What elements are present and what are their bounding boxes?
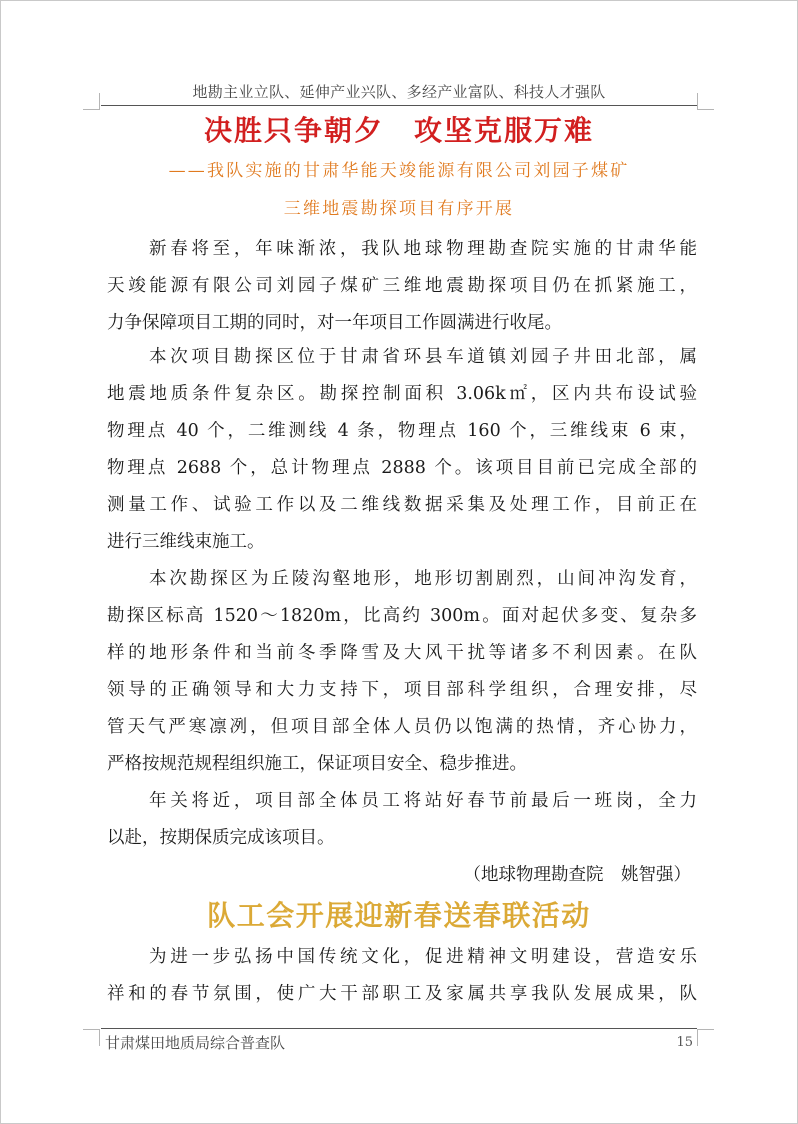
paragraph-line: 新春将至，年味渐浓，我队地球物理勘查院实施的甘肃华能: [149, 239, 697, 259]
paragraph-line: 祥和的春节氛围，使广大干部职工及家属共享我队发展成果，队: [107, 984, 697, 1004]
paragraph-line: 测量工作、试验工作以及二维线数据采集及处理工作，目前正在: [107, 495, 697, 515]
running-header: 地勘主业立队、延伸产业兴队、多经产业富队、科技人才强队: [192, 83, 606, 101]
footer-rule: [101, 1028, 697, 1029]
paragraph-line: 地震地质条件复杂区。勘探控制面积 3.06k㎡，区内共布设试验: [107, 384, 697, 404]
crop-mark-top-left: [83, 93, 100, 110]
page-number: 15: [676, 1035, 693, 1050]
paragraph-line: 本次勘探区为丘陵沟壑地形，地形切割剧烈，山间冲沟发育，: [149, 569, 697, 589]
article-title: 决胜只争朝夕 攻坚克服万难: [203, 114, 594, 147]
paragraph-line: 年关将近，项目部全体员工将站好春节前最后一班岗，全力: [149, 791, 697, 811]
crop-mark-bottom-right: [697, 1029, 714, 1046]
paragraph-line: 领导的正确领导和大力支持下，项目部科学组织，合理安排，尽: [107, 680, 697, 700]
paragraph-line: 物理点 2688 个，总计物理点 2888 个。该项目目前已完成全部的: [107, 458, 697, 478]
paragraph-2: [101, 339, 697, 561]
second-article-title: 队工会开展迎新春送春联活动: [207, 899, 591, 932]
footer-organization: 甘肃煤田地质局综合普查队: [105, 1034, 286, 1052]
paragraph-1: [101, 231, 697, 342]
paragraph-line: 力争保障项目工期的同时，对一年项目工作圆满进行收尾。: [107, 313, 562, 333]
paragraph-line: 为进一步弘扬中国传统文化，促进精神文明建设，营造安乐: [149, 947, 697, 967]
paragraph-line: 样的地形条件和当前冬季降雪及大风干扰等诸多不利因素。在队: [107, 643, 697, 663]
paragraph-line: 物理点 40 个，二维测线 4 条，物理点 160 个，三维线束 6 束，: [107, 421, 697, 441]
header-rule: [101, 105, 697, 106]
paragraph-line: 以赴，按期保质完成该项目。: [107, 828, 335, 848]
article-byline: （地球物理勘查院 姚智强）: [463, 865, 691, 885]
paragraph-line: 天竣能源有限公司刘园子煤矿三维地震勘探项目仍在抓紧施工，: [107, 276, 697, 296]
article-subtitle-line-2: 三维地震勘探项目有序开展: [283, 199, 515, 219]
paragraph-line: 本次项目勘探区位于甘肃省环县车道镇刘园子井田北部，属: [149, 347, 697, 367]
article-subtitle-line-1: ——我队实施的甘肃华能天竣能源有限公司刘园子煤矿: [168, 161, 630, 181]
paragraph-line: 进行三维线束施工。: [107, 532, 265, 552]
crop-mark-top-right: [697, 93, 714, 110]
second-article-paragraph-1: [101, 939, 697, 1013]
paragraph-line: 严格按规范规程组织施工，保证项目安全、稳步推进。: [107, 754, 527, 774]
crop-mark-bottom-left: [83, 1029, 100, 1046]
paragraph-line: 勘探区标高 1520～1820m，比高约 300m。面对起伏多变、复杂多: [107, 606, 697, 626]
paragraph-line: 管天气严寒凛冽，但项目部全体人员仍以饱满的热情，齐心协力，: [107, 717, 697, 737]
paragraph-3: [101, 561, 697, 783]
paragraph-4: [101, 783, 697, 857]
